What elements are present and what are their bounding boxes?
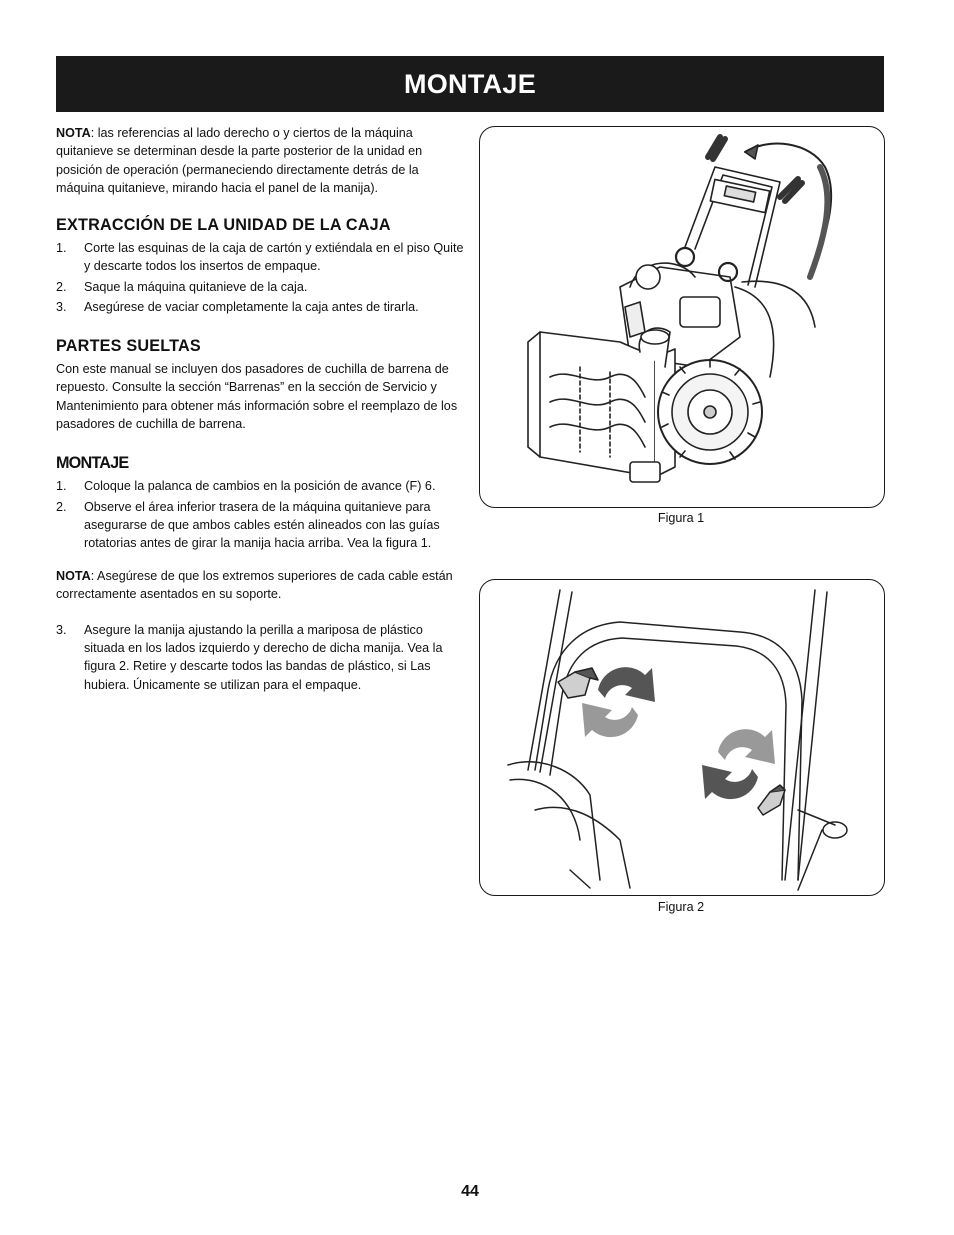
assembly-step — [56, 621, 466, 695]
step-text: Saque la máquina quitanieve de la caja. — [84, 279, 308, 294]
step-number: 3. — [56, 622, 67, 637]
title-banner — [56, 56, 884, 112]
extraction-steps — [56, 239, 466, 317]
figure-1-snowblower — [479, 126, 885, 508]
page-number: 44 — [461, 1183, 479, 1200]
step-number: 2. — [56, 499, 67, 514]
intro-note — [56, 124, 466, 198]
assembly-note-text: : Asegúrese de que los extremos superiores de cada cable están correctamente asentados en su soporte. — [56, 568, 453, 602]
instructions-column — [56, 124, 466, 696]
figure-2-handle-knobs — [479, 579, 885, 896]
assembly-heading: MONTAJE — [56, 453, 129, 472]
step-text: Corte las esquinas de la caja de cartón y extiéndala en el piso Quite y descarte todos los insertos de empaque. — [84, 241, 464, 274]
assembly-step — [56, 498, 466, 553]
assembly-note-label: NOTA — [56, 568, 91, 583]
extraction-step — [56, 298, 466, 316]
extraction-step — [56, 278, 466, 296]
assembly-step — [56, 477, 466, 495]
step-text: Observe el área inferior trasera de la máquina quitanieve para asegurarse de que ambos cables estén alineados con las guías rotatorias antes de girar la manija hacia arriba. Vea la figura 1. — [84, 499, 440, 551]
extraction-step — [56, 239, 466, 276]
assembly-steps — [56, 477, 466, 553]
intro-note-label: NOTA — [56, 126, 91, 140]
step-number: 1. — [56, 241, 67, 256]
loose-parts-text: Con este manual se incluyen dos pasadores de cuchilla de barrena de repuesto. Consulte la sección “Barrenas” en la sección de Servicio y Mantenimiento para obtener más información sobre el reemplazo de los pasadores de cuchilla de barrena. — [56, 362, 458, 432]
step-text: Asegure la manija ajustando la perilla a mariposa de plástico situada en los lados izquierdo y derecho de dicha manija. Vea la figura 2. Retire y descarte todos las bandas de plástico, si Las hubiera. Únicamente se utilizan para el empaque. — [84, 622, 443, 692]
step-number: 2. — [56, 279, 67, 294]
step-number: 3. — [56, 300, 67, 315]
page-title: MONTAJE — [403, 68, 537, 99]
assembly-step3-list — [56, 621, 466, 695]
handle-knob-illustration — [480, 580, 884, 895]
figure-2-caption: Figura 2 — [657, 900, 705, 914]
assembly-note — [56, 567, 466, 604]
intro-note-text: : las referencias al lado derecho o y ciertos de la máquina quitanieve se determinan desde la parte posterior de la unidad en posición de operación (permaneciendo directamente detrás de la máquina quitanieve, mirando hacia el panel de la manija). — [56, 126, 423, 196]
extraction-heading: EXTRACCIÓN DE LA UNIDAD DE LA CAJA — [56, 215, 391, 234]
step-text: Asegúrese de vaciar completamente la caja antes de tirarla. — [84, 300, 419, 315]
step-number: 1. — [56, 479, 67, 494]
loose-parts-heading: PARTES SUELTAS — [56, 336, 201, 355]
step-text: Coloque la palanca de cambios en la posición de avance (F) 6. — [84, 479, 436, 494]
figure-1-caption: Figura 1 — [657, 511, 705, 525]
snowblower-illustration — [480, 127, 884, 507]
